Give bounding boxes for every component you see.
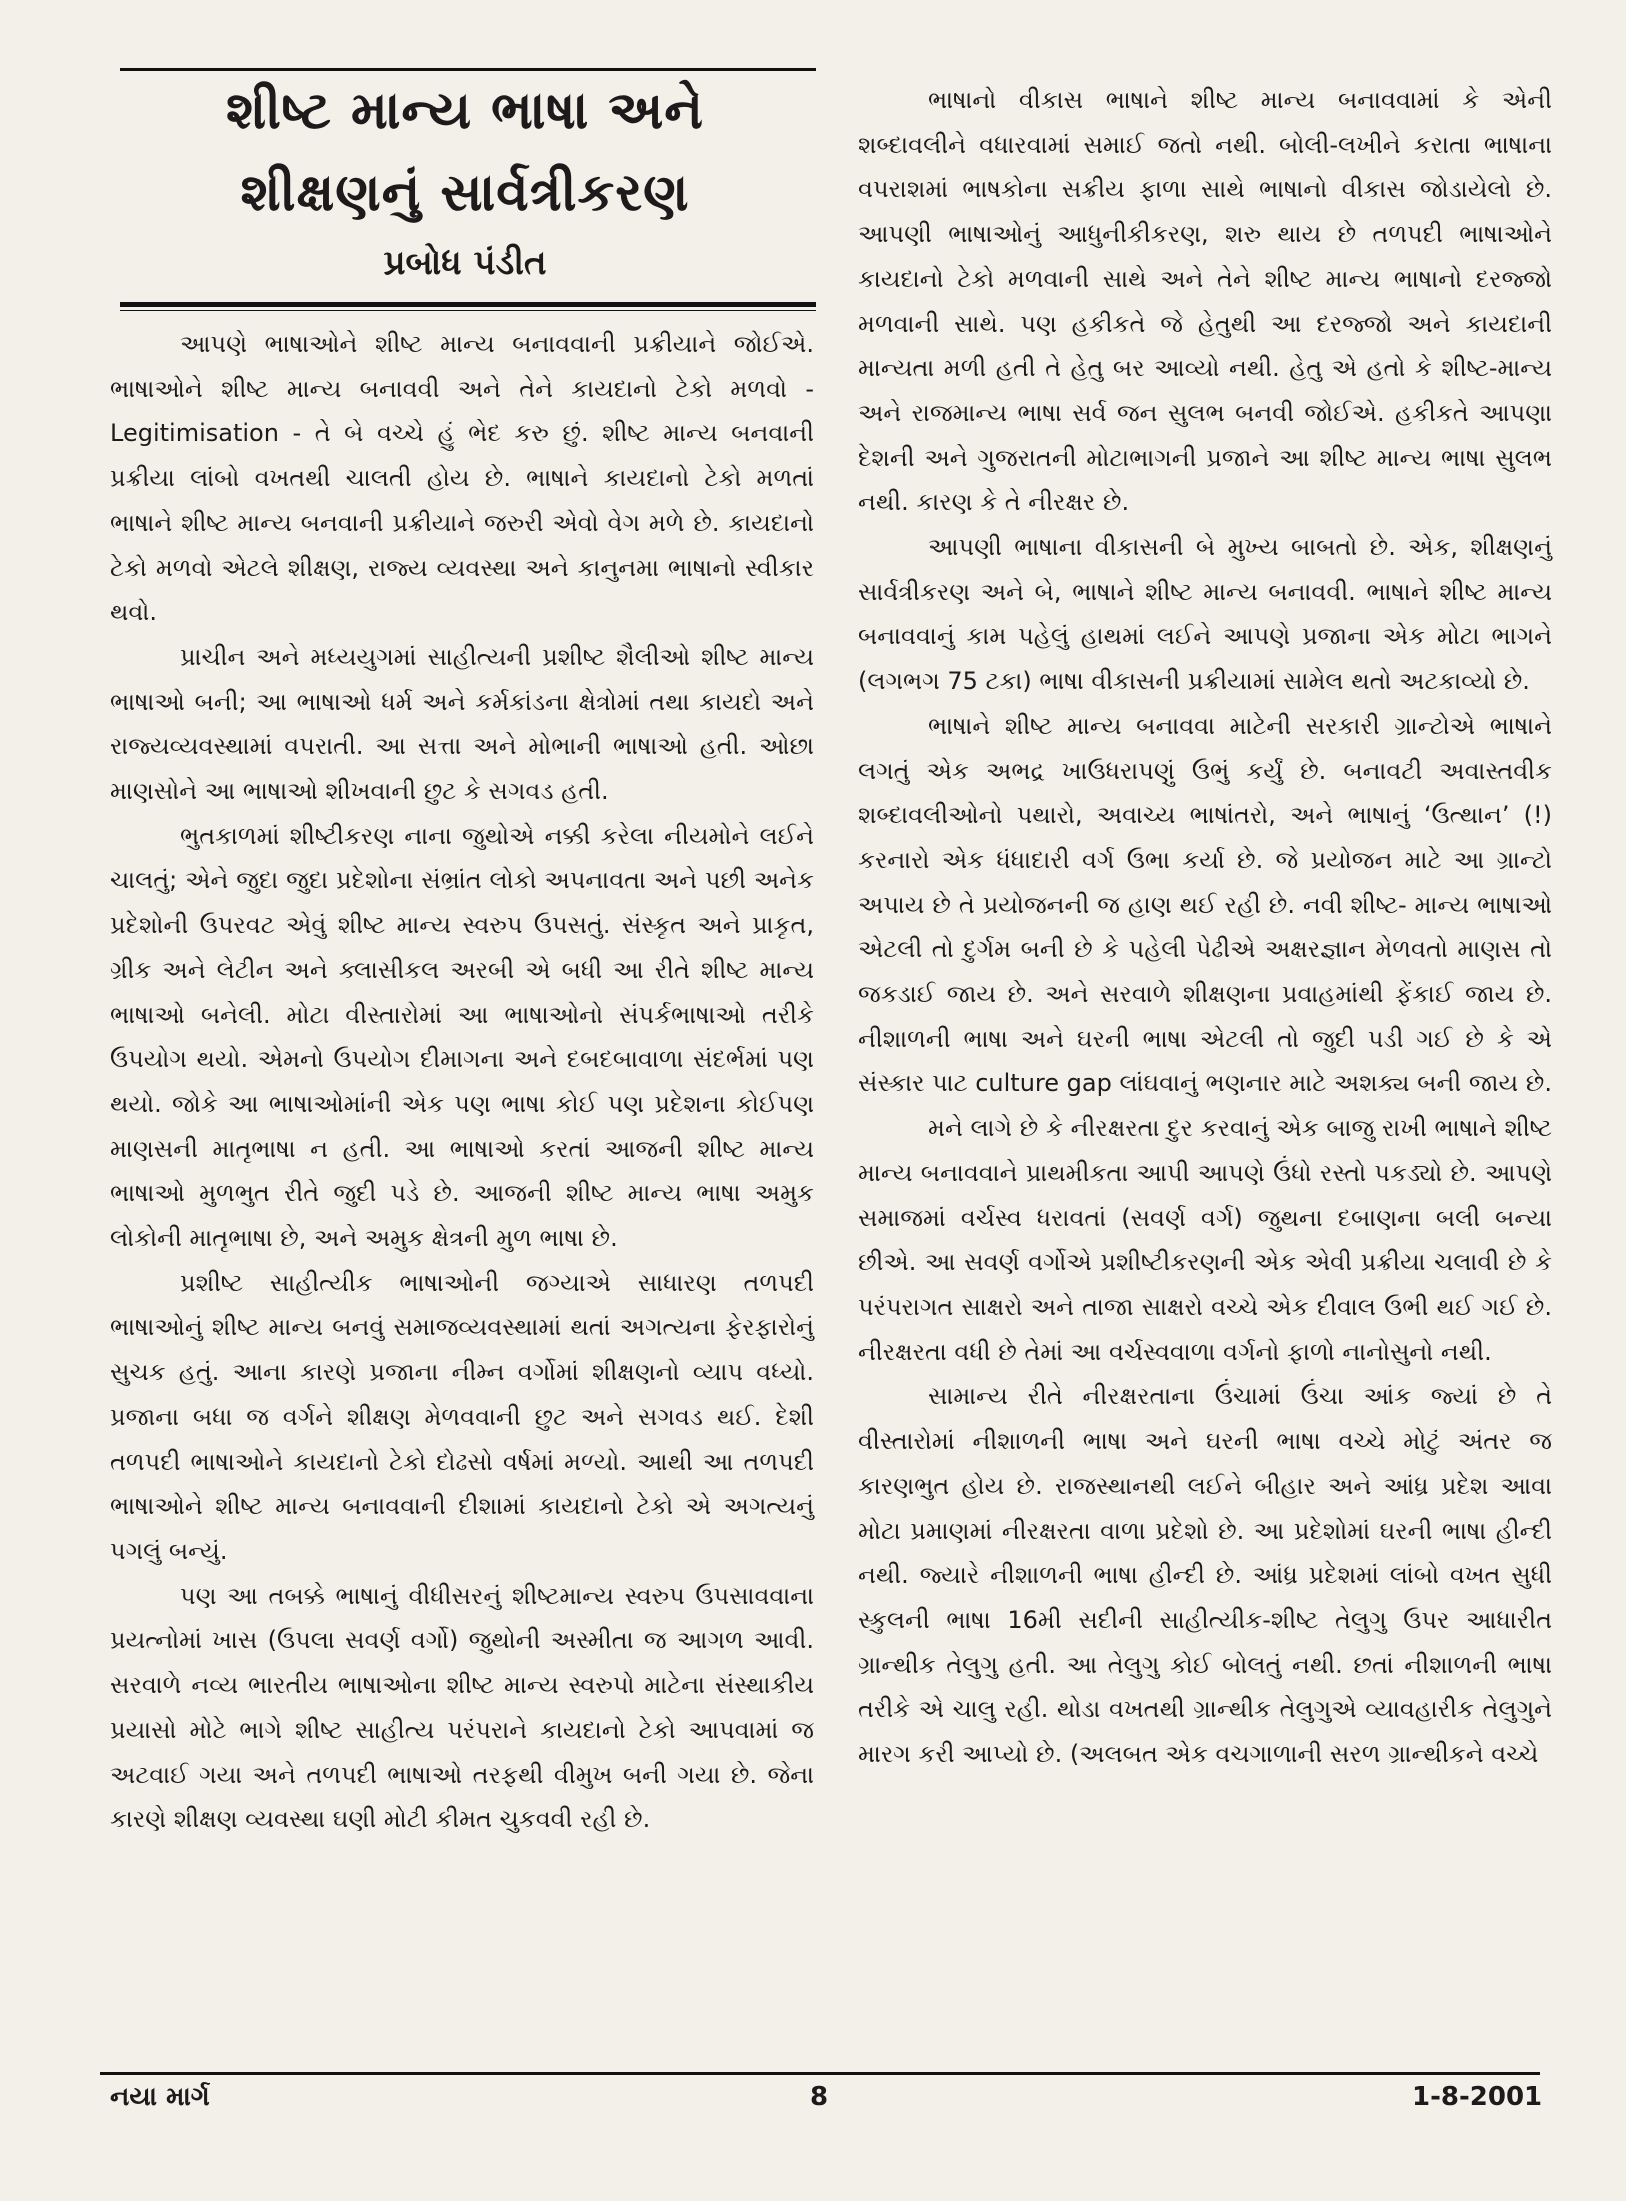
article-author: પ્રબોધ પંડીત bbox=[383, 243, 547, 283]
article-title-line-2: શીક્ષણનું સાર્વત્રીકરણ bbox=[240, 163, 690, 223]
issue-date: 1-8-2001 bbox=[1412, 2082, 1543, 2112]
paragraph: પ્રાચીન અને મધ્યયુગમાં સાહીત્યની પ્રશીષ્ટ શૈલીઓ શીષ્ટ માન્ય ભાષાઓ બની; આ ભાષાઓ ધર્મ અને કર્મકાંડના ક્ષેત્રોમાં તથા કાયદો અને રાજ્યવ્યવસ્થામાં વપરાતી. આ સત્તા અને મોભાની ભાષાઓ હતી. ઓછા માણસોને આ ભાષાઓ શીખવાની છુટ કે સગવડ હતી. bbox=[110, 642, 814, 806]
right-column bbox=[858, 78, 1552, 1777]
paragraph: આપણે ભાષાઓને શીષ્ટ માન્ય બનાવવાની પ્રક્રીયાને જોઈએ. ભાષાઓને શીષ્ટ માન્ય બનાવવી અને તેને કાયદાનો ટેકો મળવો - Legitimisation - તે બે વચ્ચે હું ભેદ કરુ છું. શીષ્ટ માન્ય બનવાની પ્રક્રીયા લાંબો વખતથી ચાલતી હોય છે. ભાષાને કાયદાનો ટેકો મળતાં ભાષાને શીષ્ટ માન્ય બનવાની પ્રક્રીયાને જરુરી એવો વેગ મળે છે. કાયદાનો ટેકો મળવો એટલે શીક્ષણ, રાજ્ય વ્યવસ્થા અને કાનુનમા ભાષાનો સ્વીકાર થવો. bbox=[110, 330, 814, 627]
paragraph: ભાષાનો વીકાસ ભાષાને શીષ્ટ માન્ય બનાવવામાં કે એની શબ્દાવલીને વધારવામાં સમાઈ જતો નથી. બોલી-લખીને કરાતા ભાષાના વપરાશમાં ભાષકોના સક્રીય ફાળા સાથે ભાષાનો વીકાસ જોડાયેલો છે. આપણી ભાષાઓનું આધુનીકીકરણ, શરુ થાય છે તળપદી ભાષાઓને કાયદાનો ટેકો મળવાની સાથે અને તેને શીષ્ટ માન્ય ભાષાનો દરજ્જો મળવાની સાથે. પણ હકીકતે જે હેતુથી આ દરજ્જો અને કાયદાની માન્યતા મળી હતી તે હેતુ બર આવ્યો નથી. હેતુ એ હતો કે શીષ્ટ-માન્ય અને રાજમાન્ય ભાષા સર્વ જન સુલભ બનવી જોઈએ. હકીકતે આપણા દેશની અને ગુજરાતની મોટાભાગની પ્રજાને આ શીષ્ટ માન્ય ભાષા સુલભ નથી. કારણ કે તે નીરક્ષર છે. bbox=[858, 86, 1552, 517]
paragraph: ભુતકાળમાં શીષ્ટીકરણ નાના જુથોએ નક્કી કરેલા નીયમોને લઈને ચાલતું; એને જુદા જુદા પ્રદેશોના સંભ્રાંત લોકો અપનાવતા અને પછી અનેક પ્રદેશોની ઉપરવટ એવું શીષ્ટ માન્ય સ્વરુપ ઉપસતું. સંસ્કૃત અને પ્રાકૃત, ગ્રીક અને લેટીન અને ક્લાસીકલ અરબી એ બધી આ રીતે શીષ્ટ માન્ય ભાષાઓ બનેલી. મોટા વીસ્તારોમાં આ ભાષાઓનો સંપર્કભાષાઓ તરીકે ઉપયોગ થયો. એમનો ઉપયોગ દીમાગના અને દબદબાવાળા સંદર્ભમાં પણ થયો. જોકે આ ભાષાઓમાંની એક પણ ભાષા કોઈ પણ પ્રદેશના કોઈપણ માણસની માતૃભાષા ન હતી. આ ભાષાઓ કરતાં આજની શીષ્ટ માન્ય ભાષાઓ મુળભુત રીતે જુદી પડે છે. આજની શીષ્ટ માન્ય ભાષા અમુક લોકોની માતૃભાષા છે, અને અમુક ક્ષેત્રની મુળ ભાષા છે. bbox=[110, 821, 814, 1253]
paragraph: મને લાગે છે કે નીરક્ષરતા દુર કરવાનું એક બાજુ રાખી ભાષાને શીષ્ટ માન્ય બનાવવાને પ્રાથમીકતા આપી આપણે ઉંધો રસ્તો પકડ્યો છે. આપણે સમાજમાં વર્ચસ્વ ધરાવતાં (સવર્ણ વર્ગ) જુથના દબાણના બલી બન્યા છીએ. આ સવર્ણ વર્ગોએ પ્રશીષ્ટીકરણની એક એવી પ્રક્રીયા ચલાવી છે કે પરંપરાગત સાક્ષરો અને તાજા સાક્ષરો વચ્ચે એક દીવાલ ઉભી થઈ ગઈ છે. નીરક્ષરતા વધી છે તેમાં આ વર્ચસ્વવાળા વર્ગનો ફાળો નાનોસુનો નથી. bbox=[858, 1114, 1552, 1366]
article-header bbox=[120, 70, 810, 288]
paragraph: આપણી ભાષાના વીકાસની બે મુખ્ય બાબતો છે. એક, શીક્ષણનું સાર્વત્રીકરણ અને બે, ભાષાને શીષ્ટ માન્ય બનાવવી. ભાષાને શીષ્ટ માન્ય બનાવવાનું કામ પહેલું હાથમાં લઈને આપણે પ્રજાના એક મોટા ભાગને (લગભગ 75 ટકા) ભાષા વીકાસની પ્રક્રીયામાં સામેલ થતો અટકાવ્યો છે. bbox=[858, 533, 1552, 696]
page-number: 8 bbox=[810, 2082, 829, 2112]
publication-name: નયા માર્ગ bbox=[110, 2082, 210, 2112]
paragraph: ભાષાને શીષ્ટ માન્ય બનાવવા માટેની સરકારી ગ્રાન્ટોએ ભાષાને લગતું એક અભદ્ર ખાઉધરાપણું ઉભું કર્યું છે. બનાવટી અવાસ્તવીક શબ્દાવલીઓનો પથારો, અવાચ્ય ભાષાંતરો, અને ભાષાનું ‘ઉત્થાન’ (!) કરનારો એક ધંધાદારી વર્ગ ઉભા કર્યા છે. જે પ્રયોજન માટે આ ગ્રાન્ટો અપાય છે તે પ્રયોજનની જ હાણ થઈ રહી છે. નવી શીષ્ટ- માન્ય ભાષાઓ એટલી તો દુર્ગમ બની છે કે પહેલી પેઢીએ અક્ષરજ્ઞાન મેળવતો માણસ તો જકડાઈ જાય છે. અને સરવાળે શીક્ષણના પ્રવાહમાંથી ફેંકાઈ જાય છે. નીશાળની ભાષા અને ઘરની ભાષા એટલી તો જુદી પડી ગઈ છે કે એ સંસ્કાર પાટ culture gap લાંઘવાનું ભણનાર માટે અશક્ય બની જાય છે. bbox=[858, 711, 1552, 1098]
left-column bbox=[110, 322, 814, 1842]
footer-rule bbox=[100, 2072, 1540, 2075]
paragraph: પ્રશીષ્ટ સાહીત્યીક ભાષાઓની જગ્યાએ સાધારણ તળપદી ભાષાઓનું શીષ્ટ માન્ય બનવું સમાજવ્યવસ્થામાં થતાં અગત્યના ફેરફારોનું સુચક હતું. આના કારણે પ્રજાના નીમ્ન વર્ગોમાં શીક્ષણનો વ્યાપ વધ્યો. પ્રજાના બધા જ વર્ગને શીક્ષણ મેળવવાની છુટ અને સગવડ થઈ. દેશી તળપદી ભાષાઓને કાયદાનો ટેકો દોઢસો વર્ષમાં મળ્યો. આથી આ તળપદી ભાષાઓને શીષ્ટ માન્ય બનાવવાની દીશામાં કાયદાનો ટેકો એ અગત્યનું પગલું બન્યું. bbox=[110, 1268, 814, 1565]
paragraph: પણ આ તબક્કે ભાષાનું વીધીસરનું શીષ્ટમાન્ય સ્વરુપ ઉપસાવવાના પ્રયત્નોમાં ખાસ (ઉપલા સવર્ણ વર્ગો) જુથોની અસ્મીતા જ આગળ આવી. સરવાળે નવ્ય ભારતીય ભાષાઓના શીષ્ટ માન્ય સ્વરુપો માટેના સંસ્થાકીય પ્રયાસો મોટે ભાગે શીષ્ટ સાહીત્ય પરંપરાને કાયદાનો ટેકો આપવામાં જ અટવાઈ ગયા અને તળપદી ભાષાઓ તરફથી વીમુખ બની ગયા છે. જેના કારણે શીક્ષણ વ્યવસ્થા ઘણી મોટી કીમત ચુકવવી રહી છે. bbox=[110, 1581, 814, 1834]
article-title-line-1: શીષ્ટ માન્ય ભાષા અને bbox=[225, 81, 705, 141]
paragraph: સામાન્ય રીતે નીરક્ષરતાના ઉંચામાં ઉંચા આંક જ્યાં છે તે વીસ્તારોમાં નીશાળની ભાષા અને ઘરની ભાષા વચ્ચે મોટું અંતર જ કારણભુત હોય છે. રાજસ્થાનથી લઈને બીહાર અને આંધ્ર પ્રદેશ આવા મોટા પ્રમાણમાં નીરક્ષરતા વાળા પ્રદેશો છે. આ પ્રદેશોમાં ઘરની ભાષા હીન્દી નથી. જ્યારે નીશાળની ભાષા હીન્દી છે. આંધ્ર પ્રદેશમાં લાંબો વખત સુધી સ્કુલની ભાષા 16મી સદીની સાહીત્યીક-શીષ્ટ તેલુગુ ઉપર આધારીત ગ્રાન્થીક તેલુગુ હતી. આ તેલુગુ કોઈ બોલતું નથી. છતાં નીશાળની ભાષા તરીકે એ ચાલુ રહી. થોડા વખતથી ગ્રાન્થીક તેલુગુએ વ્યાવહારીક તેલુગુને મારગ કરી આપ્યો છે. (અલબત એક વચગાળાની સરળ ગ્રાન્થીકને વચ્ચે bbox=[858, 1382, 1552, 1769]
title-bottom-rule-thick bbox=[120, 302, 816, 307]
title-bottom-rule-thin bbox=[120, 310, 816, 311]
